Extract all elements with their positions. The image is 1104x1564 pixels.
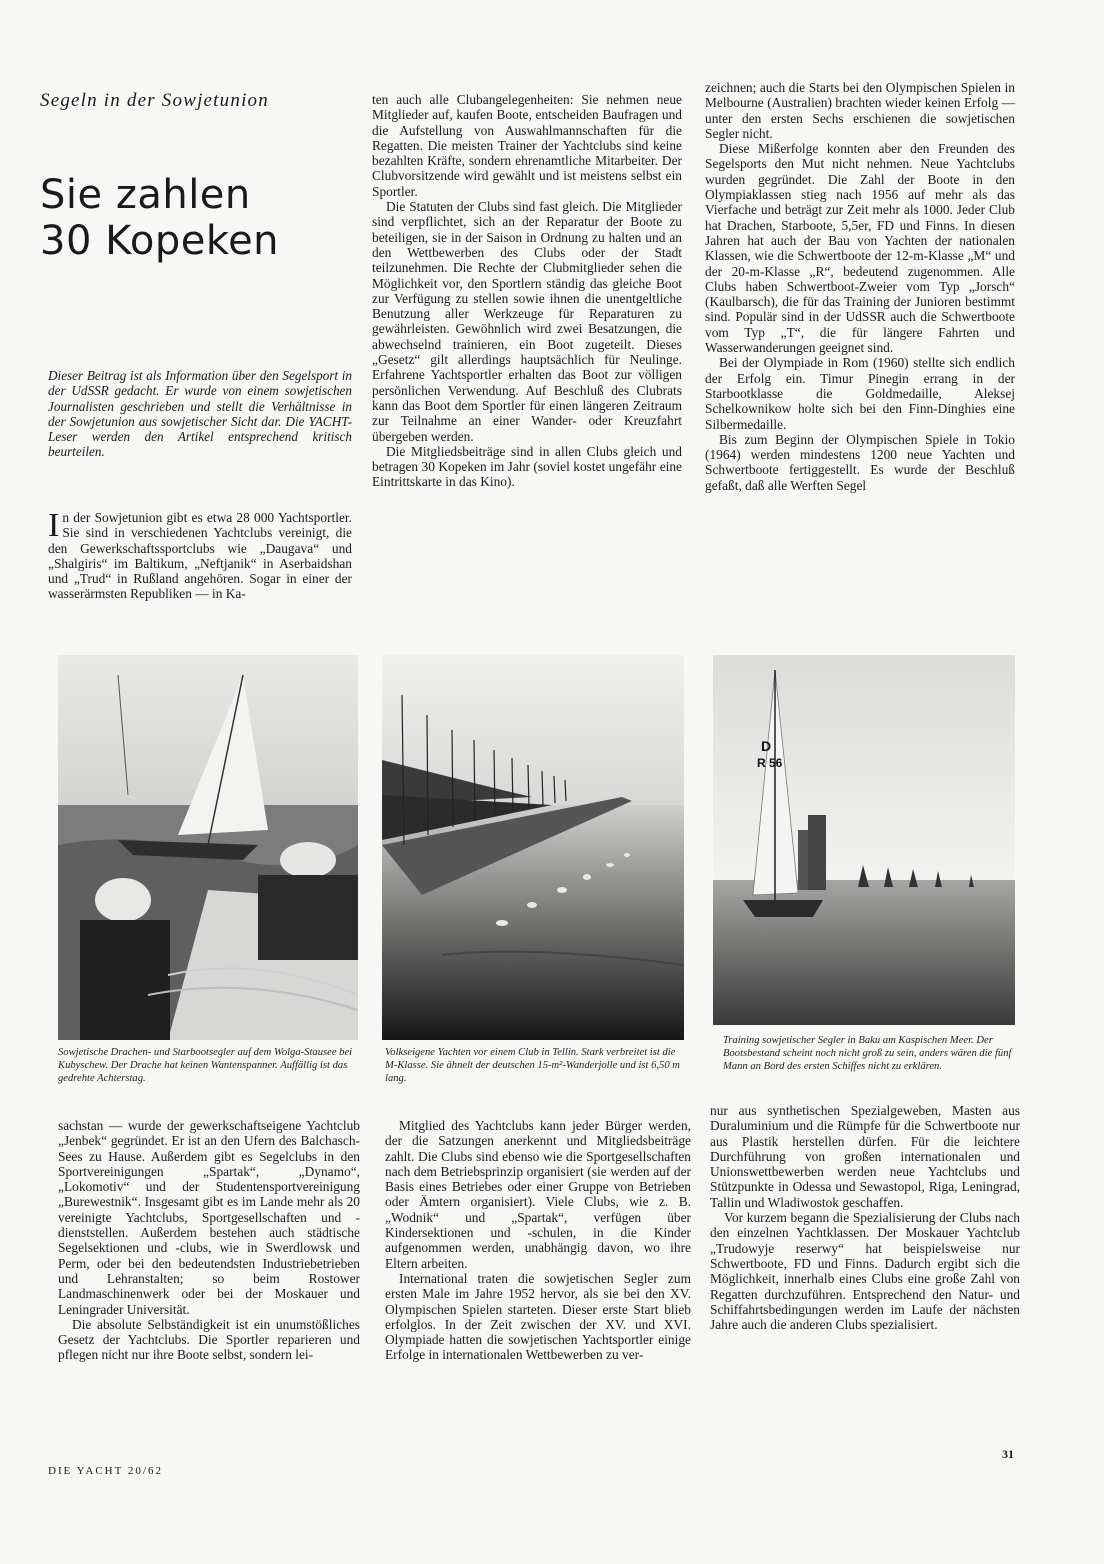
sail-number: R 56 [757,756,783,770]
headline-line-2: 30 Kopeken [40,218,280,264]
paragraph: sachstan — wurde der gewerkschaftseigene Yachtclub „Jenbek“ gegründet. Er ist an den Ufern des Balchasch-Sees zu Hause. Außerdem gibt es Segelclubs in den Sportvereinigungen „Spartak“, „Dynamo“, „Lokomotiv“ und der Studentensportvereinigung „Burewestnik“. Insgesamt gibt es im Lande mehr als 20 vereinigte Yachtclubs, Sportgesellschaften und -dienststellen. Außerdem bestehen auch städtische Segelsektionen und -clubs, wie in Swerdlowsk und Perm, oder bei den bedeutendsten Industriebetrieben und Lehranstalten; so beim Rostower Landmaschinenwerk oder bei der Moskauer und Leningrader Universität. [58,1118,360,1317]
top-column-1 [48,507,352,602]
caption-photo-2: Volkseigene Yachten vor einem Club in Tellin. Stark verbreitet ist die M-Klasse. Sie ähnelt der deutschen 15-m²-Wanderjolle und ist 6,50 m lang. [385,1047,680,1084]
top-column-3 [705,80,1015,493]
paragraph: Vor kurzem begann die Spezialisierung der Clubs nach den einzelnen Yachtklassen. Der Moskauer Yachtclub „Trudowyje reserwy“ hat beispielsweise nur Schwertboote, FD und Finns. Dadurch ergibt sich die Möglichkeit, innerhalb eines Clubs eine große Zahl von Regatten durchzuführen. Entsprechend den Natur- und Schiffahrtsbedingungen werden im Laufe der nächsten Jahre auch die anderen Clubs spezialisiert. [710,1210,1020,1333]
paragraph: Mitglied des Yachtclubs kann jeder Bürger werden, der die Satzungen anerkennt und Mitgliedsbeiträge zahlt. Die Clubs sind ebenso wie die Sportgesellschaften nach dem Betriebsprinzip organisiert (sie werden auf der Basis eines Betriebes oder einer Gruppe von Betrieben oder Ämtern organisiert). Viele Clubs, wie z. B. „Wodnik“ und „Spartak“, verfügen über Kindersektionen und -schulen, in die Kinder aufgenommen werden, unabhängig davon, wo ihre Eltern arbeiten. [385,1118,691,1271]
bottom-column-3 [710,1103,1020,1332]
paragraph: Bei der Olympiade in Rom (1960) stellte sich endlich der Erfolg ein. Timur Pinegin errang in der Starbootklasse die Goldmedaille, Aleksej Schelkownikow holte sich bei den Finn-Dinghies eine Silbermedaille. [705,355,1015,432]
paragraph: Diese Mißerfolge konnten aber den Freunden des Segelsports den Mut nicht nehmen. Neue Yachtclubs wurden gegründet. Die Zahl der Boote in den Olympiaklassen stieg nach 1956 auf mehr als das Vierfache und beträgt zur Zeit mehr als 1000. Jeder Club hat Drachen, Starboote, 5,5er, FD und Finns. In diesen Jahren hat auch der Bau von Yachten der nationalen Klassen, wie die Schwertboote der 12-m-Klasse „M“ und der 20-m-Klasse „R“, bedeutend zugenommen. Alle Clubs haben Schwertboot-Zweier vom Typ „Jorsch“ (Kaulbarsch), die für das Training der Junioren bestimmt sind. Populär sind in der UdSSR auch die Schwertboote vom Typ „T“, die für längere Fahrten und Wasserwanderungen geeignet sind. [705,141,1015,356]
caption-photo-1: Sowjetische Drachen- und Starbootsegler auf dem Wolga-Stausee bei Kubyschew. Der Drache hat keinen Wantenspanner. Auffällig ist das gedrehte Achterstag. [58,1047,353,1084]
page-number: 31 [1002,1447,1014,1461]
drop-cap: I [48,507,60,544]
photo-sailors-dragon [58,655,358,1040]
headline-line-1: Sie zahlen [40,172,251,218]
paragraph: ten auch alle Clubangelegenheiten: Sie nehmen neue Mitglieder auf, kaufen Boote, entscheiden Baufragen und die Aufstellung von Auswahlmannschaften für die Regatten. Die meisten Trainer der Yachtclubs sind keine bezahlten Kräfte, sondern ehrenamtliche Mitarbeiter. Der Clubvorsitzende wird gewählt und ist meistens selbst ein Sportler. [372,92,682,199]
article-kicker: Segeln in der Sowjetunion [40,90,269,111]
paragraph: International traten die sowjetischen Segler zum ersten Male im Jahre 1952 hervor, als sie bei den XV. Olympischen Spielen starteten. Dieser erste Start blieb erfolglos. In der Zeit zwischen der XV. und XVI. Olympiade hatten die sowjetischen Yachtsportler einige Erfolge in internationalen Wettbewerben zu ver- [385,1270,691,1363]
paragraph: In der Sowjetunion gibt es etwa 28 000 Yachtsportler. Sie sind in verschiedenen Yachtclubs vereinigt, die den Gewerkschaftssportclubs wie „Daugava“ und „Shalgiris“ im Baltikum, „Neftjanik“ in Aserbaidshan und „Trud“ in Rußland angehören. Sogar in einer der wasserärmsten Republiken — in Ka- [48,507,352,602]
caption-photo-3: Training sowjetischer Segler in Baku am Kaspischen Meer. Der Bootsbestand scheint noch nicht groß zu sein, anders wären die fünf Mann an Bord des ersten Schiffes nicht zu erklären. [723,1035,1012,1072]
top-column-2 [372,92,682,490]
paragraph: nur aus synthetischen Spezialgeweben, Masten aus Duraluminium und die Rümpfe für die Schwertboote nur aus Plastik herstellen dürfen. Für die leichtere Durchführung von großen internationalen und Unionswettbewerben werden neue Yachtclubs und Stützpunkte in Odessa und Sewastopol, Riga, Leningrad, Tallin und Wladiwostok geschaffen. [710,1103,1020,1210]
paragraph: Die absolute Selbständigkeit ist ein unumstößliches Gesetz der Yachtclubs. Die Sportler reparieren und pflegen nicht nur ihre Boote selbst, sondern lei- [58,1316,360,1363]
sail-letter: D [761,738,772,754]
bottom-column-1 [58,1118,360,1363]
paragraph: zeichnen; auch die Starts bei den Olympischen Spielen in Melbourne (Australien) brachten wieder keinen Erfolg — unter den ersten Sechs erschienen die sowjetischen Segler nicht. [705,80,1015,141]
article-intro: Dieser Beitrag ist als Information über den Segelsport in der UdSSR gedacht. Er wurde von einem sowjetischen Journalisten geschrieben und stellt die Verhältnisse in der Sowjetunion aus sowjetischer Sicht dar. Die YACHT-Leser werden den Artikel entsprechend kritisch beurteilen. [48,368,352,460]
paragraph: Die Mitgliedsbeiträge sind in allen Clubs gleich und betragen 30 Kopeken im Jahr (soviel kostet ungefähr eine Eintrittskarte in das Kino). [372,443,682,490]
bottom-column-2 [385,1118,691,1363]
photo-training-baku [713,655,1015,1025]
footer-magazine: DIE YACHT 20/62 [48,1465,163,1477]
article-headline [40,172,370,264]
paragraph: Bis zum Beginn der Olympischen Spiele in Tokio (1964) werden mindestens 1200 neue Yachten und Schwertboote fertiggestellt. Es wurde der Beschluß gefaßt, daß alle Werften Segel [705,431,1015,493]
paragraph: Die Statuten der Clubs sind fast gleich. Die Mitglieder sind verpflichtet, sich an der Reparatur der Boote zu beteiligen, sie in der Saison in Ordnung zu halten und an den Wettbewerben des Clubs oder der Stadt teilzunehmen. Die Rechte der Clubmitglieder sehen die Möglichkeit vor, den Sportlern ständig das gleiche Boot zur Verfügung zu stellen sowie ihnen die unentgeltliche Benutzung aller Werkzeuge für Reparaturen zu gewährleisten. Gewöhnlich wird zwei Besatzungen, die abwechselnd trainieren, ein Boot zugeteilt. Dieses „Gesetz“ gilt allerdings hauptsächlich für Neulinge. Erfahrene Yachtsportler erhalten das Boot zur völligen persönlichen Verwendung. Auf Beschluß des Clubrats kann das Boot dem Sportler für einen längeren Zeitraum zur Teilnahme an einer Wander- oder Kreuzfahrt übergeben werden. [372,199,682,444]
photo-pier-yachts [382,655,684,1040]
